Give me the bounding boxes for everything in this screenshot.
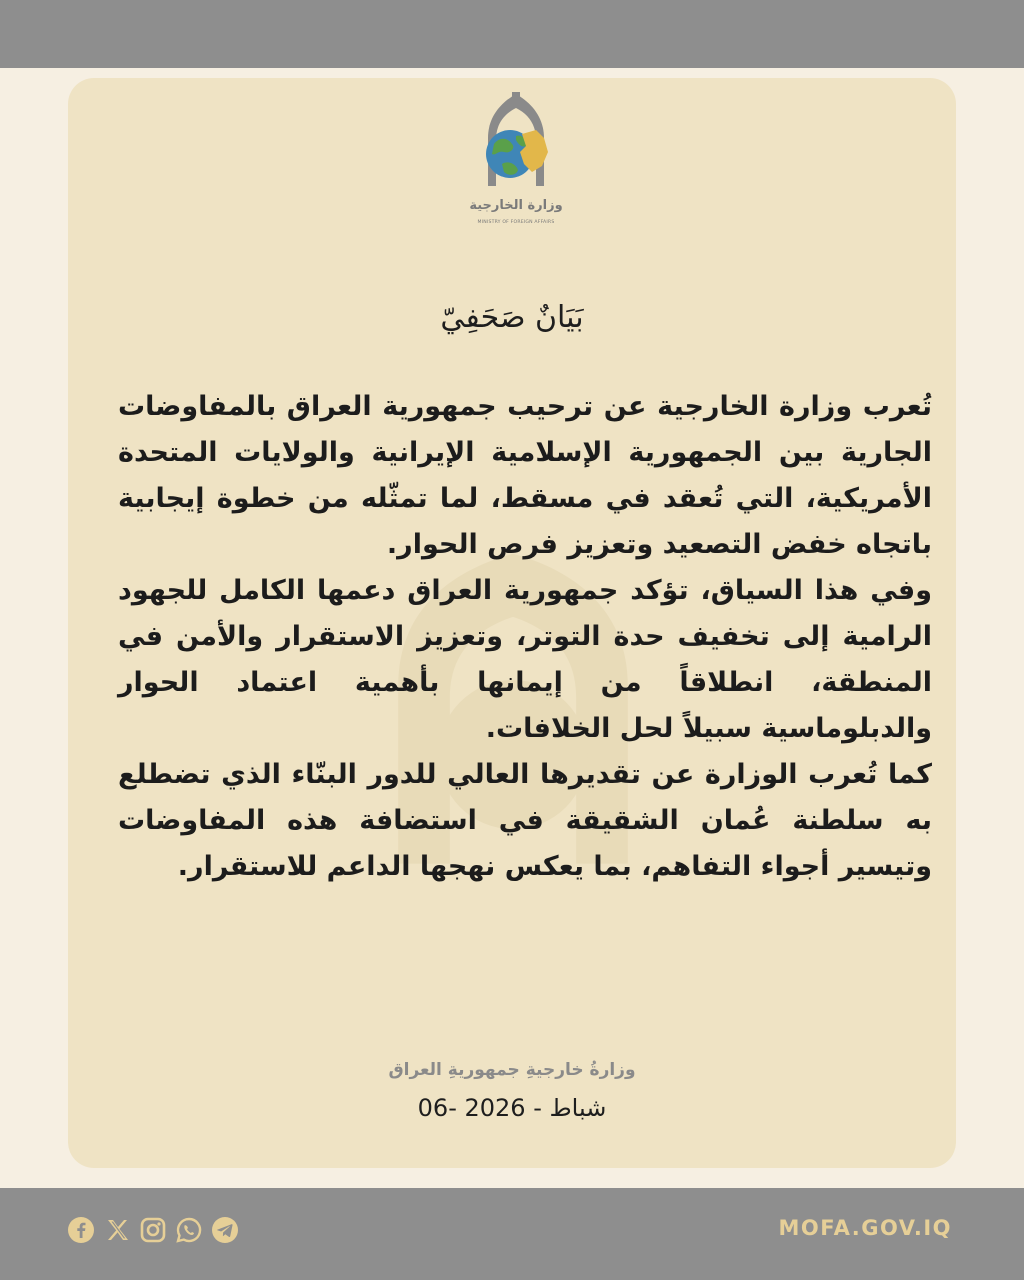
logo-name-english: MINISTRY OF FOREIGN AFFAIRS [477,220,555,225]
page-title: بَيَانٌ صَحَفِيّ [440,300,584,335]
x-icon[interactable] [102,1215,132,1245]
social-links [66,1212,240,1248]
statement-date: 06- شباط - 2026 [417,1094,607,1122]
logo-name-arabic: وزارة الخارجية [469,198,563,213]
statement-paragraph: وفي هذا السياق، تؤكد جمهورية العراق دعمها الكامل للجهود الرامية إلى تخفيف حدة التوتر، وتعزيز الاستقرار والأمن في المنطقة، انطلاقاً من إيمانها بأهمية اعتماد الحوار والدبلوماسية سبيلاً لحل الخلافات. [118,575,932,744]
ministry-logo [466,86,566,246]
whatsapp-icon[interactable] [174,1215,204,1245]
statement-body [118,384,932,890]
telegram-icon[interactable] [210,1215,240,1245]
statement-paragraph: كما تُعرب الوزارة عن تقديرها العالي للدور البنّاء الذي تضطلع به سلطنة عُمان الشقيقة في استضافة هذه المفاوضات وتيسير أجواء التفاهم، بما يعكس نهجها الداعم للاستقرار. [118,759,932,882]
instagram-icon[interactable] [138,1215,168,1245]
signature: وزارةُ خارجيةِ جمهوريةِ العراق [388,1060,636,1080]
statement-paragraph: تُعرب وزارة الخارجية عن ترحيب جمهورية العراق بالمفاوضات الجارية بين الجمهورية الإسلامية الإيرانية والولايات المتحدة الأمريكية، التي تُعقد في مسقط، لما تمثّله من خطوة إيجابية باتجاه خفض التصعيد وتعزيز فرص الحوار. [118,391,932,560]
top-band [0,0,1024,68]
facebook-icon[interactable] [66,1215,96,1245]
statement-card [68,78,956,1168]
emblem-icon [466,86,566,196]
website-url[interactable]: MOFA.GOV.IQ [778,1216,952,1240]
